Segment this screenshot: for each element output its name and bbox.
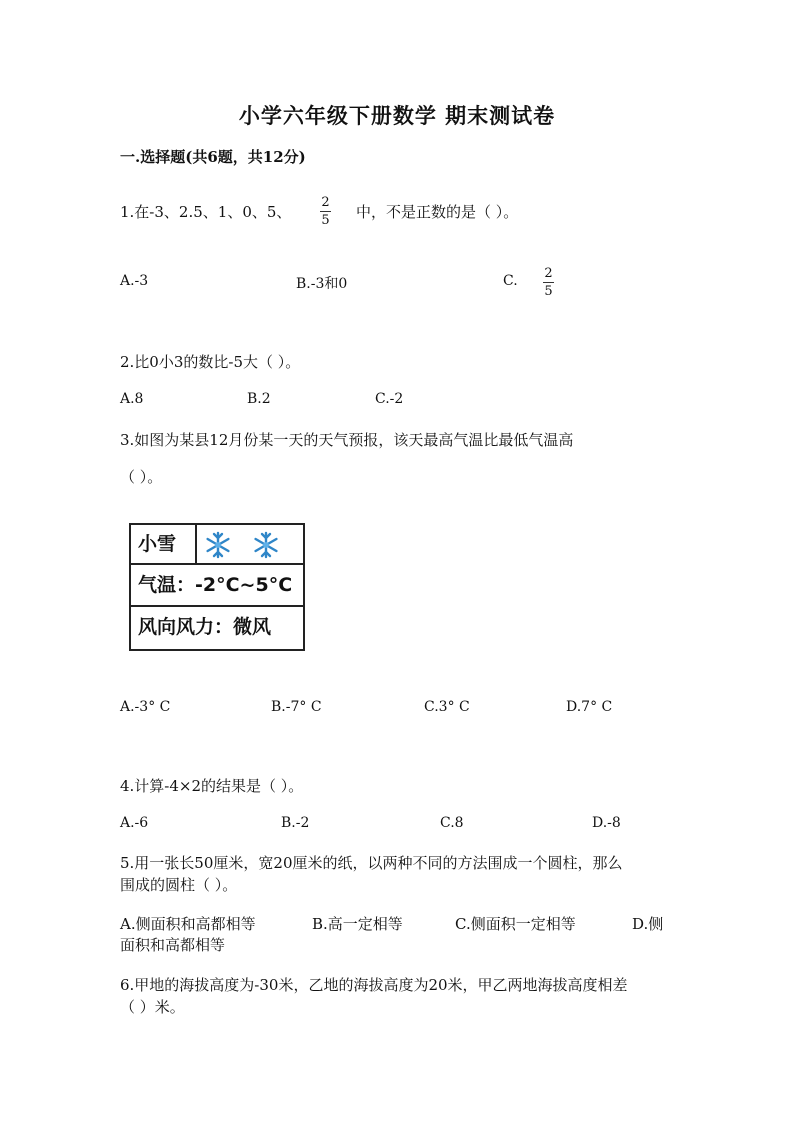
question-5-option-a[interactable]: A.侧面积和高都相等 bbox=[120, 915, 256, 933]
fraction-bar bbox=[320, 211, 331, 212]
question-5-option-d-continued[interactable]: 面积和高都相等 bbox=[120, 936, 226, 954]
weather-row-temperature bbox=[131, 565, 303, 607]
question-3-option-c[interactable]: C.3° C bbox=[424, 699, 470, 715]
question-1-option-b[interactable]: B.-3和0 bbox=[296, 276, 348, 292]
weather-temperature: 气温：-2°C~5°C bbox=[138, 574, 293, 596]
question-3-line-1: 3.如图为某县12月份某一天的天气预报，该天最高气温比最低气温高 bbox=[120, 431, 574, 449]
question-3-line-2: （ ）。 bbox=[120, 468, 163, 486]
question-5-option-c[interactable]: C.侧面积一定相等 bbox=[455, 915, 576, 933]
question-2-option-c[interactable]: C.-2 bbox=[375, 391, 404, 407]
question-4-option-c[interactable]: C.8 bbox=[440, 815, 464, 831]
question-1-text-after: 中，不是正数的是（ ）。 bbox=[356, 203, 519, 221]
fraction-bar bbox=[543, 282, 554, 283]
question-5-option-d[interactable]: D.侧 bbox=[632, 915, 664, 933]
question-1-option-a[interactable]: A.-3 bbox=[120, 273, 149, 289]
question-2-text: 2.比0小3的数比-5大（ ）。 bbox=[120, 353, 301, 371]
question-2-option-b[interactable]: B.2 bbox=[247, 391, 271, 407]
weather-row-wind bbox=[131, 607, 303, 649]
question-3-option-d[interactable]: D.7° C bbox=[566, 699, 613, 715]
weather-row-condition bbox=[131, 525, 303, 565]
question-5-line-2: 围成的圆柱（ ）。 bbox=[120, 876, 238, 894]
question-1-option-c-fraction bbox=[543, 267, 554, 298]
question-4-option-a[interactable]: A.-6 bbox=[120, 815, 149, 831]
question-1-option-c[interactable]: C. bbox=[503, 273, 518, 289]
question-4-option-d[interactable]: D.-8 bbox=[592, 815, 621, 831]
question-4-option-b[interactable]: B.-2 bbox=[281, 815, 310, 831]
fraction-denominator: 5 bbox=[544, 284, 553, 299]
question-5-option-b[interactable]: B.高一定相等 bbox=[312, 915, 403, 933]
question-4-text: 4.计算-4×2的结果是（ ）。 bbox=[120, 777, 304, 795]
question-3-option-b[interactable]: B.-7° C bbox=[271, 699, 322, 715]
weather-condition-label: 小雪 bbox=[131, 525, 197, 563]
question-1-text-before: 1.在-3、2.5、1、0、5、 bbox=[120, 203, 292, 221]
question-6-line-1: 6.甲地的海拔高度为-30米，乙地的海拔高度为20米，甲乙两地海拔高度相差 bbox=[120, 976, 628, 994]
section-heading: 一.选择题(共6题，共12分) bbox=[120, 148, 306, 166]
page-title: 小学六年级下册数学 期末测试卷 bbox=[238, 103, 556, 128]
question-2-option-a[interactable]: A.8 bbox=[120, 391, 144, 407]
snowflake-icon bbox=[203, 530, 233, 560]
fraction-numerator: 2 bbox=[544, 266, 553, 281]
question-1-fraction bbox=[320, 196, 331, 227]
question-5-line-1: 5.用一张长50厘米，宽20厘米的纸，以两种不同的方法围成一个圆柱，那么 bbox=[120, 854, 623, 872]
question-3-option-a[interactable]: A.-3° C bbox=[120, 699, 171, 715]
weather-forecast-card bbox=[129, 523, 305, 651]
question-6-line-2: （ ）米。 bbox=[120, 998, 185, 1016]
weather-wind: 风向风力：微风 bbox=[138, 616, 272, 638]
snowflake-icon bbox=[251, 530, 281, 560]
fraction-denominator: 5 bbox=[321, 213, 330, 228]
fraction-numerator: 2 bbox=[321, 195, 330, 210]
